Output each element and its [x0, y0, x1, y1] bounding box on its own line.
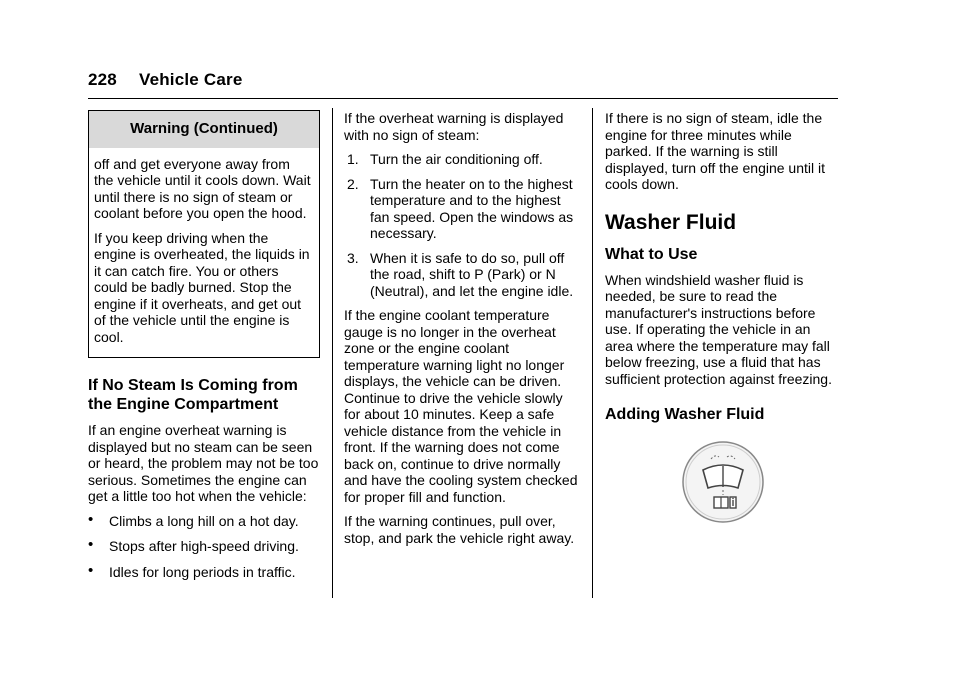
page-header: [88, 70, 243, 90]
column-divider: [592, 108, 593, 598]
numbered-list: [344, 151, 580, 299]
section-title: Washer Fluid: [605, 210, 737, 234]
section-heading: If No Steam Is Coming from the Engine Compartment: [88, 377, 298, 413]
column-3: [605, 110, 841, 524]
list-item: [344, 151, 580, 168]
paragraph: If an engine overheat warning is displayed but no steam can be seen or heard, the problem may not be too serious. Sometimes the engine can get a little too hot when the vehicle:: [88, 422, 319, 504]
paragraph: If the engine coolant temperature gauge is no longer in the overheat zone or the engine coolant temperature warning light no longer displays, the vehicle can be driven. Continue to drive the vehicle slowly for about 10 minutes. Keep a safe vehicle distance from the vehicle in front. If the warning does not come back on, continue to drive normally and have the cooling system checked for proper fill and function.: [344, 307, 578, 505]
list-item: • Stops after high-speed driving.: [88, 536, 299, 554]
list-item-text: Stops after high-speed driving.: [109, 538, 299, 554]
list-item-text: Climbs a long hill on a hot day.: [109, 512, 299, 529]
column-1: [88, 110, 320, 589]
step-text: Turn the air conditioning off.: [370, 151, 543, 167]
paragraph: When windshield washer fluid is needed, be sure to read the manufacturer's instructions before use. If operating the vehicle in an area where the temperature may fall below freezing, use a fluid that has sufficient protection against freezing.: [605, 271, 832, 387]
list-item: [344, 176, 580, 242]
warning-box: [88, 110, 320, 358]
list-item: [344, 250, 580, 300]
column-divider: [332, 108, 333, 598]
list-item: • Idles for long periods in traffic.: [88, 561, 296, 580]
step-text: When it is safe to do so, pull off the road, shift to P (Park) or N (Neutral), and let the engine idle.: [370, 249, 574, 299]
step-text: Turn the heater on to the highest temperature and to the highest fan speed. Open the windows as necessary.: [370, 175, 574, 241]
header-rule: [88, 98, 838, 99]
step-number: 2.: [347, 175, 359, 192]
page-number: 228: [88, 70, 117, 89]
warning-body: [89, 148, 319, 358]
subsection-heading: Adding Washer Fluid: [605, 406, 765, 423]
step-number: 3.: [347, 249, 359, 266]
paragraph: If the overheat warning is displayed with no sign of steam:: [344, 110, 564, 143]
washer-fluid-cap-icon: [681, 440, 765, 524]
warning-title: Warning (Continued): [89, 111, 319, 148]
subsection-heading: What to Use: [605, 245, 698, 263]
icon-container: [605, 440, 841, 524]
paragraph: If the warning continues, pull over, stop, and park the vehicle right away.: [344, 513, 575, 546]
step-number: 1.: [347, 151, 359, 167]
paragraph: If there is no sign of steam, idle the engine for three minutes while parked. If the warning is still displayed, turn off the engine until it cools down.: [605, 110, 826, 192]
warning-paragraph: If you keep driving when the engine is overheated, the liquids in it can catch fire. You or others could be badly burned. Stop the engine if it overheats, and get out of the vehicle until the engine is cool.: [94, 229, 310, 345]
section-title: Vehicle Care: [138, 70, 243, 89]
list-item: • Climbs a long hill on a hot day.: [88, 510, 299, 529]
list-item-text: Idles for long periods in traffic.: [109, 563, 296, 580]
column-2: [344, 110, 580, 554]
warning-paragraph: off and get everyone away from the vehicle until it cools down. Wait until there is no sign of steam or coolant before you open the hood.: [94, 155, 311, 221]
